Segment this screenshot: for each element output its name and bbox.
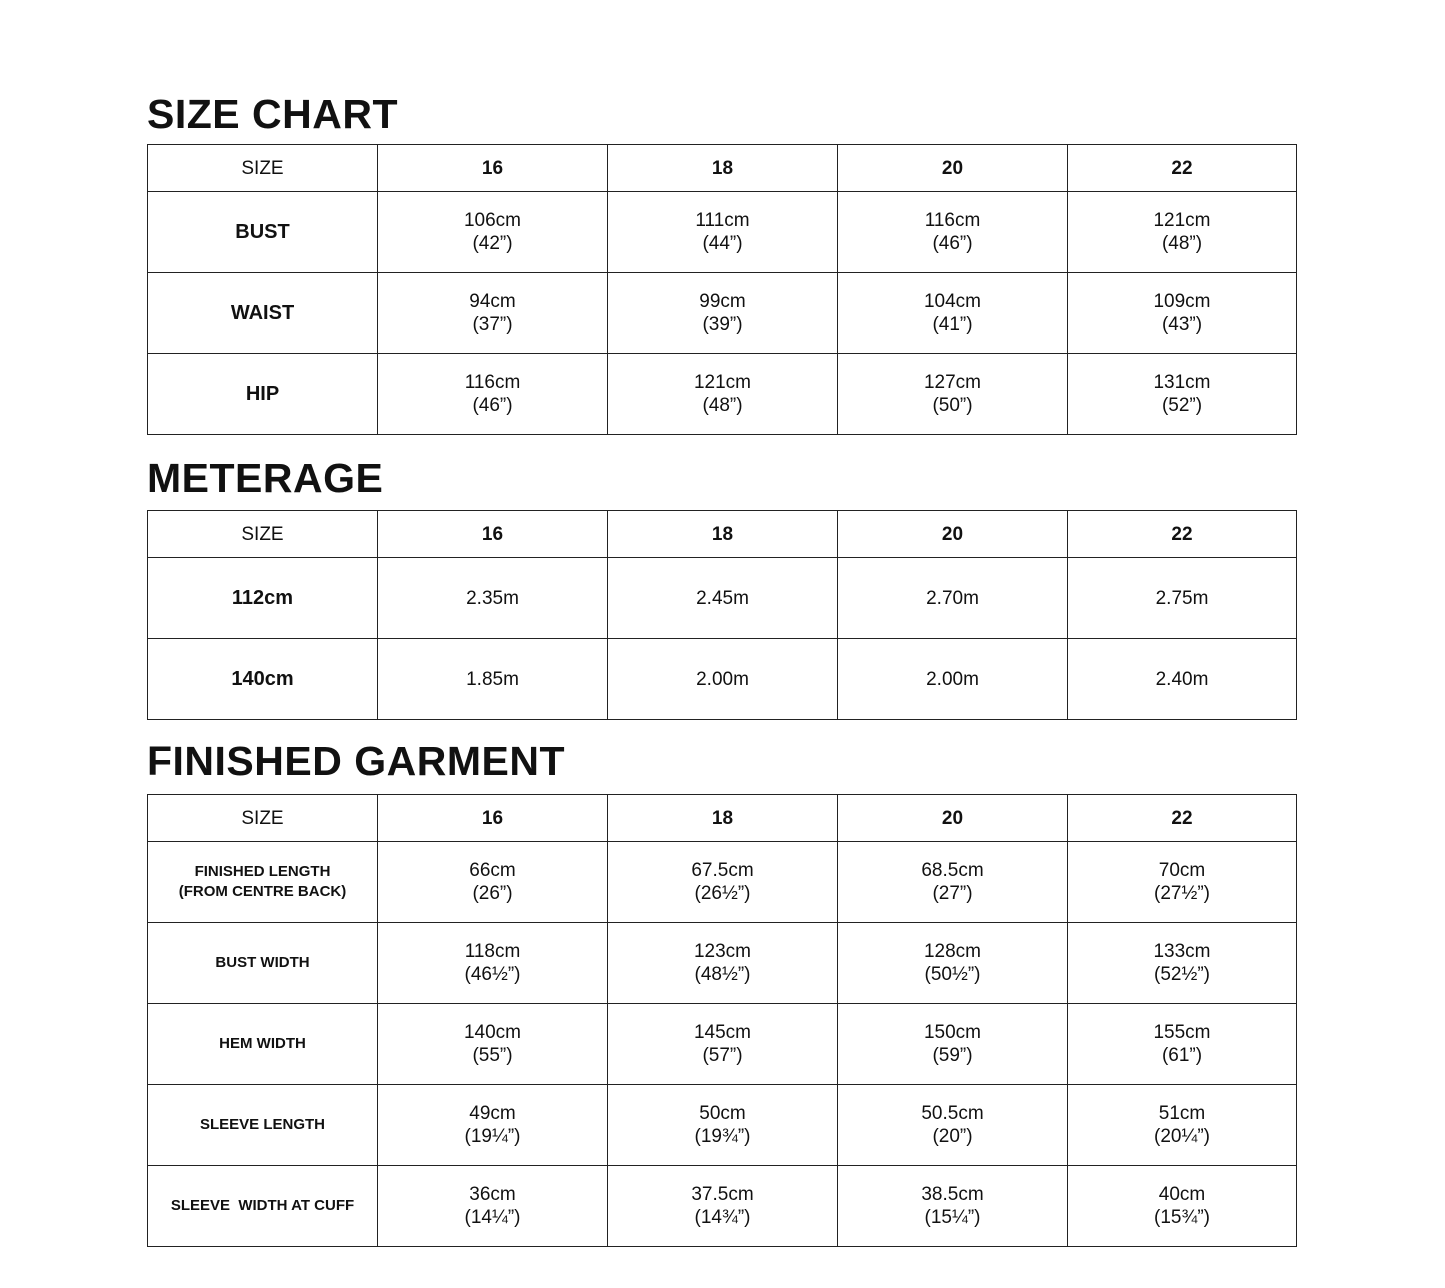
table-cell: 1.85m	[378, 639, 608, 720]
table-cell: 36cm (14¼”)	[378, 1166, 608, 1247]
row-label: 140cm	[148, 639, 378, 720]
finished-garment-row-hem-width	[148, 1004, 1297, 1085]
table-cell: 94cm (37”)	[378, 273, 608, 354]
size-chart-header-row	[148, 145, 1297, 192]
meterage-header-16: 16	[378, 511, 608, 558]
table-cell: 2.40m	[1068, 639, 1297, 720]
table-cell: 145cm (57”)	[608, 1004, 838, 1085]
size-chart-title: SIZE CHART	[147, 91, 398, 137]
table-cell: 2.00m	[608, 639, 838, 720]
table-cell: 67.5cm (26½”)	[608, 842, 838, 923]
table-cell: 70cm (27½”)	[1068, 842, 1297, 923]
finished-garment-header-18: 18	[608, 795, 838, 842]
finished-garment-row-sleeve-width-at-cuff	[148, 1166, 1297, 1247]
row-label: SLEEVE LENGTH	[148, 1085, 378, 1166]
row-label: HEM WIDTH	[148, 1004, 378, 1085]
row-label: SLEEVE WIDTH AT CUFF	[148, 1166, 378, 1247]
size-chart-header-22: 22	[1068, 145, 1297, 192]
table-cell: 50cm (19¾”)	[608, 1085, 838, 1166]
table-cell: 109cm (43”)	[1068, 273, 1297, 354]
table-cell: 2.00m	[838, 639, 1068, 720]
table-cell: 2.75m	[1068, 558, 1297, 639]
finished-garment-title: FINISHED GARMENT	[147, 738, 565, 784]
table-cell: 127cm (50”)	[838, 354, 1068, 435]
table-cell: 40cm (15¾”)	[1068, 1166, 1297, 1247]
row-label: WAIST	[148, 273, 378, 354]
meterage-header-20: 20	[838, 511, 1068, 558]
finished-garment-header-16: 16	[378, 795, 608, 842]
table-cell: 68.5cm (27”)	[838, 842, 1068, 923]
size-chart-header-18: 18	[608, 145, 838, 192]
table-cell: 2.70m	[838, 558, 1068, 639]
finished-garment-header-22: 22	[1068, 795, 1297, 842]
table-cell: 116cm (46”)	[838, 192, 1068, 273]
row-label: BUST WIDTH	[148, 923, 378, 1004]
row-label: FINISHED LENGTH (FROM CENTRE BACK)	[148, 842, 378, 923]
meterage-header-row	[148, 511, 1297, 558]
table-cell: 49cm (19¼”)	[378, 1085, 608, 1166]
size-chart-row-hip	[148, 354, 1297, 435]
table-cell: 38.5cm (15¼”)	[838, 1166, 1068, 1247]
finished-garment-header-20: 20	[838, 795, 1068, 842]
finished-garment-table	[147, 794, 1297, 1247]
finished-garment-row-sleeve-length	[148, 1085, 1297, 1166]
table-cell: 106cm (42”)	[378, 192, 608, 273]
size-chart-row-bust	[148, 192, 1297, 273]
finished-garment-header-size: SIZE	[148, 795, 378, 842]
finished-garment-header-row	[148, 795, 1297, 842]
meterage-title: METERAGE	[147, 455, 384, 501]
table-cell: 121cm (48”)	[608, 354, 838, 435]
table-cell: 128cm (50½”)	[838, 923, 1068, 1004]
meterage-row-140cm	[148, 639, 1297, 720]
table-cell: 51cm (20¼”)	[1068, 1085, 1297, 1166]
finished-garment-row-finished-length	[148, 842, 1297, 923]
table-cell: 131cm (52”)	[1068, 354, 1297, 435]
table-cell: 37.5cm (14¾”)	[608, 1166, 838, 1247]
size-chart-row-waist	[148, 273, 1297, 354]
finished-garment-row-bust-width	[148, 923, 1297, 1004]
table-cell: 118cm (46½”)	[378, 923, 608, 1004]
size-chart-header-20: 20	[838, 145, 1068, 192]
table-cell: 121cm (48”)	[1068, 192, 1297, 273]
meterage-header-22: 22	[1068, 511, 1297, 558]
size-chart-table	[147, 144, 1297, 435]
table-cell: 150cm (59”)	[838, 1004, 1068, 1085]
table-cell: 116cm (46”)	[378, 354, 608, 435]
size-chart-header-16: 16	[378, 145, 608, 192]
table-cell: 133cm (52½”)	[1068, 923, 1297, 1004]
row-label: BUST	[148, 192, 378, 273]
row-label: 112cm	[148, 558, 378, 639]
table-cell: 50.5cm (20”)	[838, 1085, 1068, 1166]
meterage-header-size: SIZE	[148, 511, 378, 558]
table-cell: 66cm (26”)	[378, 842, 608, 923]
table-cell: 111cm (44”)	[608, 192, 838, 273]
meterage-table	[147, 510, 1297, 720]
table-cell: 104cm (41”)	[838, 273, 1068, 354]
meterage-header-18: 18	[608, 511, 838, 558]
meterage-row-112cm	[148, 558, 1297, 639]
table-cell: 2.35m	[378, 558, 608, 639]
table-cell: 123cm (48½”)	[608, 923, 838, 1004]
row-label: HIP	[148, 354, 378, 435]
size-chart-header-size: SIZE	[148, 145, 378, 192]
table-cell: 155cm (61”)	[1068, 1004, 1297, 1085]
table-cell: 2.45m	[608, 558, 838, 639]
table-cell: 140cm (55”)	[378, 1004, 608, 1085]
table-cell: 99cm (39”)	[608, 273, 838, 354]
